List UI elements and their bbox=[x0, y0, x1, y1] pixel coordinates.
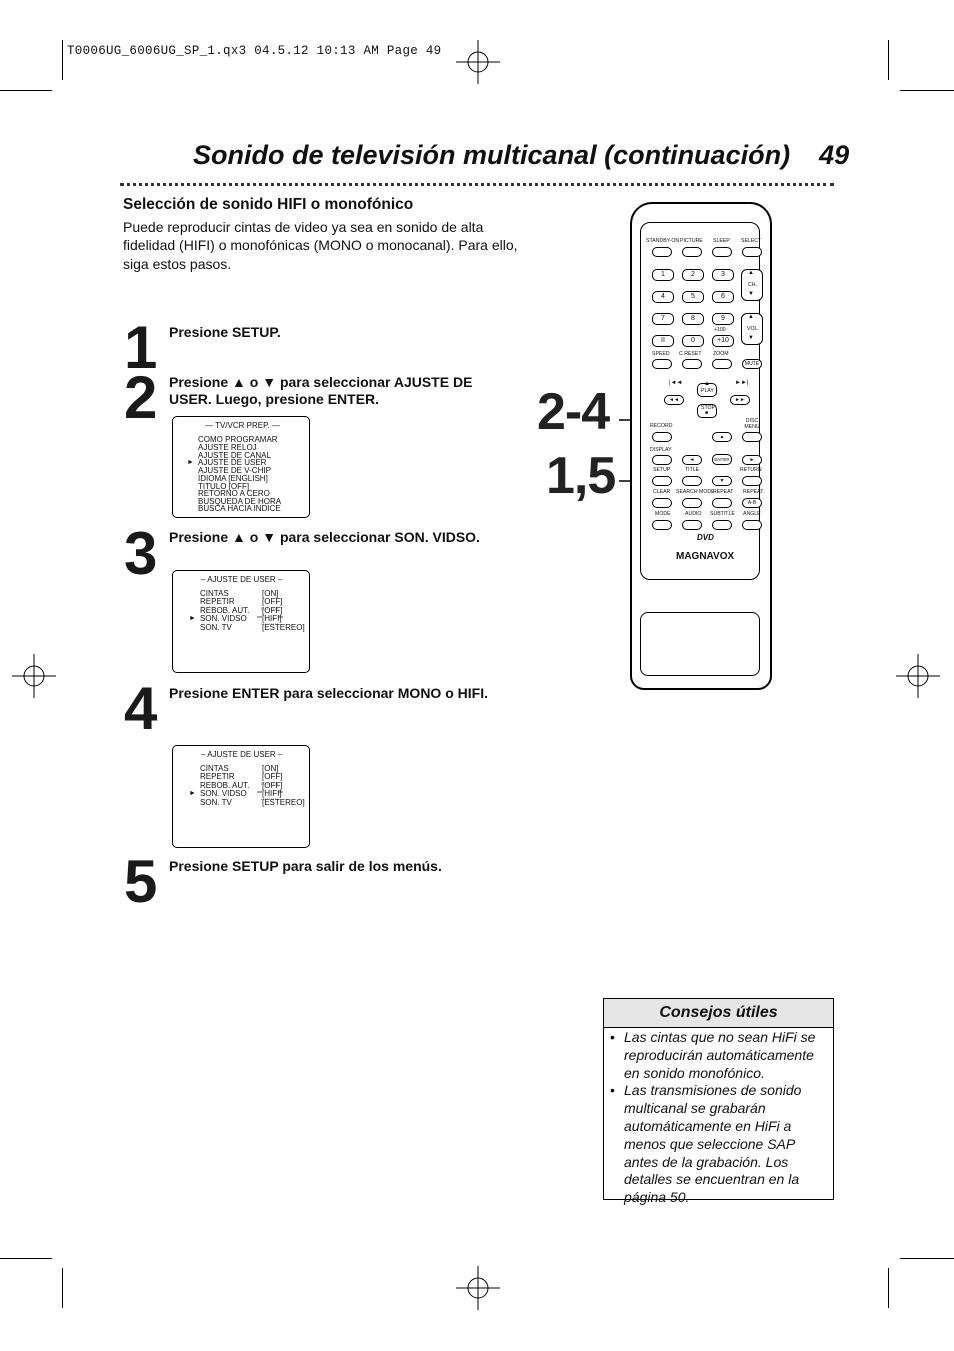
menu-value: [HIFI] bbox=[262, 789, 282, 798]
audio-button[interactable] bbox=[682, 520, 702, 530]
channel-label: CH. bbox=[748, 282, 757, 288]
step-text: Presione SETUP. bbox=[169, 324, 281, 340]
digit-8-button[interactable]: 8 bbox=[682, 313, 704, 325]
user-menu-screen-step4 bbox=[172, 745, 310, 848]
angle-button[interactable] bbox=[742, 520, 762, 530]
menu-label: REPETIR bbox=[200, 597, 235, 606]
remote-label-picture: PICTURE bbox=[680, 238, 703, 244]
standby-button[interactable] bbox=[652, 247, 672, 257]
menu-label: SON. TV bbox=[200, 623, 232, 632]
subtitle-button[interactable] bbox=[712, 520, 732, 530]
mode-label: MODE bbox=[655, 511, 671, 517]
title-divider bbox=[120, 183, 834, 186]
right-arrow-button[interactable]: ► bbox=[742, 455, 762, 465]
remote-label-select: SELECT bbox=[741, 238, 762, 244]
menu-item: BUSQUEDA DE HORA bbox=[198, 497, 282, 506]
enter-button[interactable]: ENTER bbox=[712, 454, 732, 465]
play-button[interactable] bbox=[697, 383, 717, 397]
crop-mark bbox=[62, 1268, 63, 1308]
menu-value: [ON] bbox=[262, 589, 279, 598]
repeat-ab-label: REPEAT bbox=[743, 489, 764, 495]
crop-mark bbox=[900, 1258, 954, 1259]
mode-button[interactable] bbox=[652, 520, 672, 530]
play-label: PLAY bbox=[701, 388, 714, 394]
step-number: 5 bbox=[124, 848, 156, 915]
stop-button[interactable] bbox=[697, 404, 717, 418]
step-text: Presione ENTER para seleccionar MONO o HIFI. bbox=[169, 685, 488, 701]
repeat-ab-button[interactable]: A-B bbox=[742, 498, 762, 508]
tip-item: • Las transmisiones de sonido multicanal se grabarán automáticamente en HiFi a menos que seleccione SAP antes de la grabación. Los detalles se encuentran en la página 50. bbox=[624, 1082, 825, 1207]
digit-9-button[interactable]: 9 bbox=[712, 313, 734, 325]
record-label: RECORD bbox=[650, 423, 673, 429]
subtitle-label: SUBTITLE bbox=[710, 511, 735, 517]
skip-back-icon: |◄◄ bbox=[669, 380, 683, 386]
menu-value: [ON] bbox=[262, 764, 279, 773]
menu-item: AJUSTE RELOJ bbox=[198, 443, 257, 452]
volume-up-icon: ▲ bbox=[748, 314, 754, 320]
remote-battery-cover bbox=[640, 612, 760, 676]
menu-item: TITULO [OFF] bbox=[198, 482, 250, 491]
picture-button[interactable] bbox=[682, 247, 702, 257]
search-mode-button[interactable] bbox=[682, 498, 702, 508]
step-number: 4 bbox=[124, 675, 156, 742]
step-number: 1 bbox=[124, 314, 156, 381]
page-title-text: Sonido de televisión multicanal (continuación) bbox=[193, 140, 791, 170]
menu-label: SON. VIDSO bbox=[200, 789, 247, 798]
creset-button[interactable] bbox=[682, 359, 702, 369]
digit-2-button[interactable]: 2 bbox=[682, 269, 704, 281]
menu-title: – AJUSTE DE USER – bbox=[201, 750, 283, 759]
select-button[interactable] bbox=[742, 247, 762, 257]
callout-label-upper: 2-4 bbox=[537, 383, 610, 441]
registration-mark-bottom bbox=[456, 1266, 500, 1310]
step-number: 3 bbox=[124, 520, 156, 587]
registration-mark-left bbox=[12, 654, 56, 698]
menu-item: COMO PROGRAMAR bbox=[198, 435, 278, 444]
up-arrow-button[interactable]: ▲ bbox=[712, 432, 732, 442]
plus100-label: +100 bbox=[714, 327, 726, 333]
setup-button[interactable] bbox=[652, 476, 672, 486]
registration-mark-right bbox=[896, 654, 940, 698]
menu-cursor-icon: ► bbox=[189, 790, 196, 797]
search-mode-label: SEARCH MODE bbox=[676, 489, 715, 495]
stop-icon: ■ bbox=[705, 410, 709, 416]
menu-cursor-icon: ► bbox=[187, 459, 194, 466]
user-menu-screen bbox=[172, 570, 310, 673]
menu-label: REBOB. AUT. bbox=[200, 606, 250, 615]
title-button[interactable] bbox=[682, 476, 702, 486]
callout-label-lower: 1,5 bbox=[546, 447, 616, 505]
volume-rocker[interactable] bbox=[741, 313, 763, 345]
digit-6-button[interactable]: 6 bbox=[712, 291, 734, 303]
crop-mark bbox=[900, 90, 954, 91]
menu-value: [ESTEREO] bbox=[262, 623, 305, 632]
repeat-label: REPEAT bbox=[713, 489, 734, 495]
crop-mark bbox=[0, 90, 52, 91]
crop-mark bbox=[888, 40, 889, 80]
tips-list bbox=[604, 1029, 833, 1207]
registration-mark-top bbox=[456, 40, 500, 84]
menu-label: SON. TV bbox=[200, 798, 232, 807]
digit-7-button[interactable]: 7 bbox=[652, 313, 674, 325]
menu-title: — TV/VCR PREP. — bbox=[205, 421, 280, 430]
channel-up-icon: ▲ bbox=[748, 270, 754, 276]
volume-label: VOL. bbox=[747, 326, 759, 332]
speed-button[interactable] bbox=[652, 359, 672, 369]
mute-button[interactable]: MUTE bbox=[742, 359, 762, 369]
highlight-lines-icon bbox=[255, 782, 285, 802]
digit-3-button[interactable]: 3 bbox=[712, 269, 734, 281]
menu-item: RETORNO A CERO bbox=[198, 489, 270, 498]
menu-value: [OFF] bbox=[262, 597, 283, 606]
digit-4-button[interactable]: 4 bbox=[652, 291, 674, 303]
brand-logo: MAGNAVOX bbox=[676, 551, 735, 562]
clear-label: CLEAR bbox=[653, 489, 671, 495]
step-text: Presione SETUP para salir de los menús. bbox=[169, 858, 442, 874]
repeat-button[interactable] bbox=[712, 498, 732, 508]
step-number: 2 bbox=[124, 364, 156, 431]
menu-value: [HIFI] bbox=[262, 614, 282, 623]
tvvcr-menu-screen bbox=[172, 416, 310, 518]
print-slug: T0006UG_6006UG_SP_1.qx3 04.5.12 10:13 AM Page 49 bbox=[67, 44, 442, 58]
zoom-button[interactable] bbox=[712, 359, 732, 369]
remote-label-sleep: SLEEP bbox=[713, 238, 730, 244]
menu-item: BUSCA HACIA INDICE bbox=[198, 504, 281, 513]
digit-0-button[interactable]: 0 bbox=[682, 335, 704, 347]
plus10-button[interactable]: +10 bbox=[712, 335, 734, 347]
down-arrow-button[interactable]: ▼ bbox=[712, 476, 732, 486]
step-text: Presione ▲ o ▼ para seleccionar AJUSTE DE USER. Luego, presione ENTER. bbox=[169, 374, 473, 407]
menu-label: CINTAS bbox=[200, 589, 229, 598]
menu-value: [OFF] bbox=[262, 781, 283, 790]
menu-value: [OFF] bbox=[262, 772, 283, 781]
return-button[interactable] bbox=[742, 476, 762, 486]
zoom-label: ZOOM bbox=[713, 351, 729, 357]
volume-down-icon: ▼ bbox=[748, 335, 754, 341]
section-heading: Selección de sonido HIFI o monofónico bbox=[123, 196, 414, 213]
display-label: DISPLAY bbox=[650, 447, 672, 453]
menu-label: REBOB. AUT. bbox=[200, 781, 250, 790]
tips-box bbox=[603, 998, 834, 1206]
menu-item: AJUSTE DE USER bbox=[198, 458, 267, 467]
menu-title: – AJUSTE DE USER – bbox=[201, 575, 283, 584]
menu-label: CINTAS bbox=[200, 764, 229, 773]
channel-down-icon: ▼ bbox=[748, 291, 754, 297]
tips-heading: Consejos útiles bbox=[604, 999, 833, 1028]
digit-5-button[interactable]: 5 bbox=[682, 291, 704, 303]
dvd-logo: DVD bbox=[697, 533, 714, 542]
menu-cursor-icon: ► bbox=[189, 615, 196, 622]
menu-label: REPETIR bbox=[200, 772, 235, 781]
speed-label: SPEED bbox=[652, 351, 670, 357]
tip-item: • Las cintas que no sean HiFi se reproducirán automáticamente en sonido monofónico. bbox=[624, 1029, 825, 1082]
pause-button[interactable]: II bbox=[652, 335, 674, 347]
crop-mark bbox=[888, 1268, 889, 1308]
menu-item: IDIOMA [ENGLISH] bbox=[198, 474, 268, 483]
fast-forward-button[interactable]: ►► bbox=[730, 395, 750, 405]
display-button[interactable] bbox=[652, 455, 672, 465]
title-label: TITLE bbox=[685, 467, 700, 473]
disc-menu-button[interactable] bbox=[742, 432, 762, 442]
angle-label: ANGLE bbox=[743, 511, 761, 517]
highlight-lines-icon bbox=[255, 607, 285, 627]
channel-rocker[interactable] bbox=[741, 269, 763, 301]
section-intro: Puede reproducir cintas de video ya sea en sonido de alta fidelidad (HIFI) o monofónicas (MONO o monocanal). Para ello, siga estos pasos. bbox=[123, 219, 518, 272]
setup-label: SETUP bbox=[653, 467, 671, 473]
audio-label: AUDIO bbox=[685, 511, 702, 517]
menu-item: AJUSTE DE V-CHIP bbox=[198, 466, 271, 475]
menu-item: AJUSTE DE CANAL bbox=[198, 451, 271, 460]
creset-label: C.RESET bbox=[679, 351, 702, 357]
play-icon: ▲ bbox=[704, 381, 710, 387]
disc-menu-label: DISC MENU bbox=[744, 418, 760, 430]
digit-1-button[interactable]: 1 bbox=[652, 269, 674, 281]
record-button[interactable] bbox=[652, 432, 672, 442]
menu-value: [OFF] bbox=[262, 606, 283, 615]
page-number: 49 bbox=[819, 140, 850, 170]
crop-mark bbox=[62, 40, 63, 80]
return-label: RETURN bbox=[740, 467, 762, 473]
menu-value: [ESTEREO] bbox=[262, 798, 305, 807]
crop-mark bbox=[0, 1258, 52, 1259]
stop-label: STOP bbox=[701, 405, 716, 411]
step-text: Presione ▲ o ▼ para seleccionar SON. VIDSO. bbox=[169, 529, 480, 545]
sleep-button[interactable] bbox=[712, 247, 732, 257]
left-arrow-button[interactable]: ◄ bbox=[682, 455, 702, 465]
rewind-button[interactable]: ◄◄ bbox=[664, 395, 684, 405]
clear-button[interactable] bbox=[652, 498, 672, 508]
skip-forward-icon: ►►| bbox=[735, 380, 749, 386]
remote-label-standby: STANDBY-ON bbox=[646, 238, 680, 244]
menu-label: SON. VIDSO bbox=[200, 614, 247, 623]
page-title bbox=[193, 140, 850, 171]
